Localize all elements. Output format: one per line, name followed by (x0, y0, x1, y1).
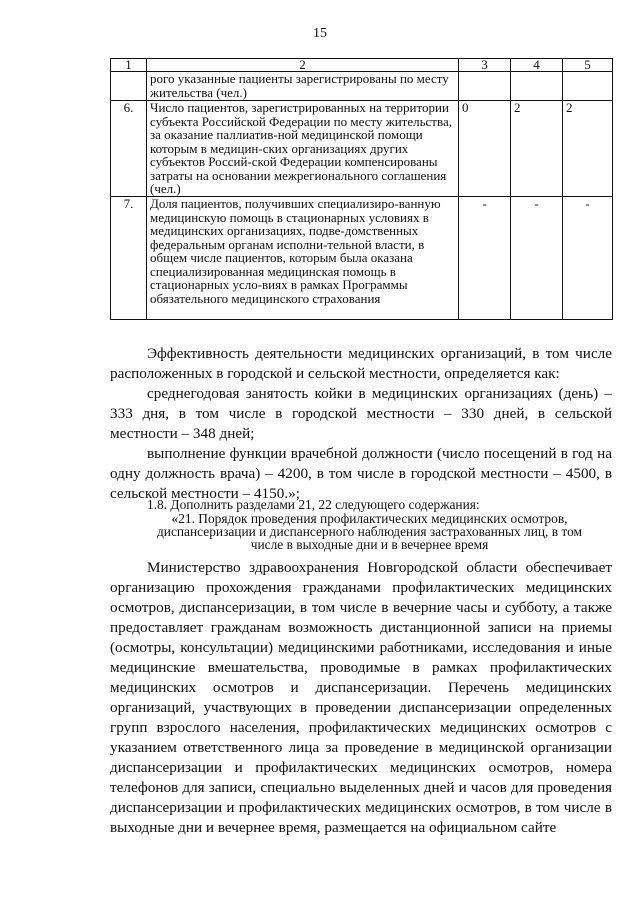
empty-cell (511, 72, 563, 101)
table-row (111, 197, 613, 320)
header-cell: 4 (511, 59, 563, 72)
row-value-col4: - (511, 197, 563, 320)
row-value-col3: - (459, 197, 511, 320)
header-cell: 1 (111, 59, 147, 72)
empty-cell (563, 72, 613, 101)
header-cell: 3 (459, 59, 511, 72)
amendment-line: 1.8. Дополнить разделами 21, 22 следующего содержания: (147, 497, 480, 512)
paragraph-bed-occupancy: среднегодовая занятость койки в медицинских организациях (день) – 333 дня, в том числе в городской местности – 330 дней, в сельской местности – 348 дней; (110, 385, 612, 442)
paragraph-ministry: Министерство здравоохранения Новгородской области обеспечивает организацию прохождения гражданами профилактических медицинских осмотров, диспансеризации, в том числе в вечерние часы и субботу, а также предоставляет гражданам возможность дистанционной записи на приемы (осмотры, консультации) медицинскими работниками, исследования и иные медицинские вмешательства, проводимые в рамках профилактических медицинских осмотров и диспансеризации. Перечень медицинских организаций, участвующих в проведении диспансеризации определенных групп взрослого населения, профилактических медицинских осмотров с указанием ответственного лица за проведение в медицинской организации диспансеризации и профилактических медицинских осмотров, номера телефонов для записи, специально выделенных дней и часов для проведения диспансеризации и профилактических медицинских осмотров, в том числе в выходные дни и вечернее время, размещается на официальном сайте (110, 559, 612, 836)
paragraph-physician-function: выполнение функции врачебной должности (число посещений в год на одну должность врача) – 4200, в том числе в городской местности – 4500, в сельской местности – 4150.»; (110, 445, 612, 502)
table-row (111, 101, 613, 197)
row-value-col3: 0 (459, 101, 511, 197)
row-value-col4: 2 (511, 101, 563, 197)
header-cell: 2 (147, 59, 459, 72)
table-header-row (111, 59, 613, 72)
row-number: 7. (111, 197, 147, 320)
row-description: Число пациентов, зарегистрированных на территории субъекта Российской Федерации по месту жительства, за оказание паллиатив-ной медицинской помощи которым в медицин-ских организациях других субъектов Россий-ской Федерации компенсированы затраты на основании межрегионального соглашения (чел.) (147, 101, 459, 197)
page-number: 15 (313, 26, 327, 41)
table-row (111, 72, 613, 101)
row-value-col5: - (563, 197, 613, 320)
section-21-title: «21. Порядок проведения профилактических медицинских осмотров, диспансеризации и диспансерного наблюдения застрахованных лиц, в том числе в выходные дни и в вечернее время (156, 511, 583, 552)
row-description: Доля пациентов, получивших специализиро-ванную медицинскую помощь в стационарных условиях в медицинских организациях, подве-домственных федеральным органам исполни-тельной власти, в общем числе пациентов, которым была оказана специализированная медицинская помощь в стационарных усло-виях в рамках Программы обязательного медицинского страхования (147, 197, 459, 320)
empty-cell (459, 72, 511, 101)
empty-cell (111, 72, 147, 101)
header-cell: 5 (563, 59, 613, 72)
paragraph-efficiency: Эффективность деятельности медицинских организаций, в том числе расположенных в городской и сельской местности, определяется как: (110, 345, 612, 382)
row-value-col5: 2 (563, 101, 613, 197)
row-number: 6. (111, 101, 147, 197)
row-continuation-text: рого указанные пациенты зарегистрированы по месту жительства (чел.) (147, 72, 459, 101)
indicators-table (110, 58, 613, 320)
